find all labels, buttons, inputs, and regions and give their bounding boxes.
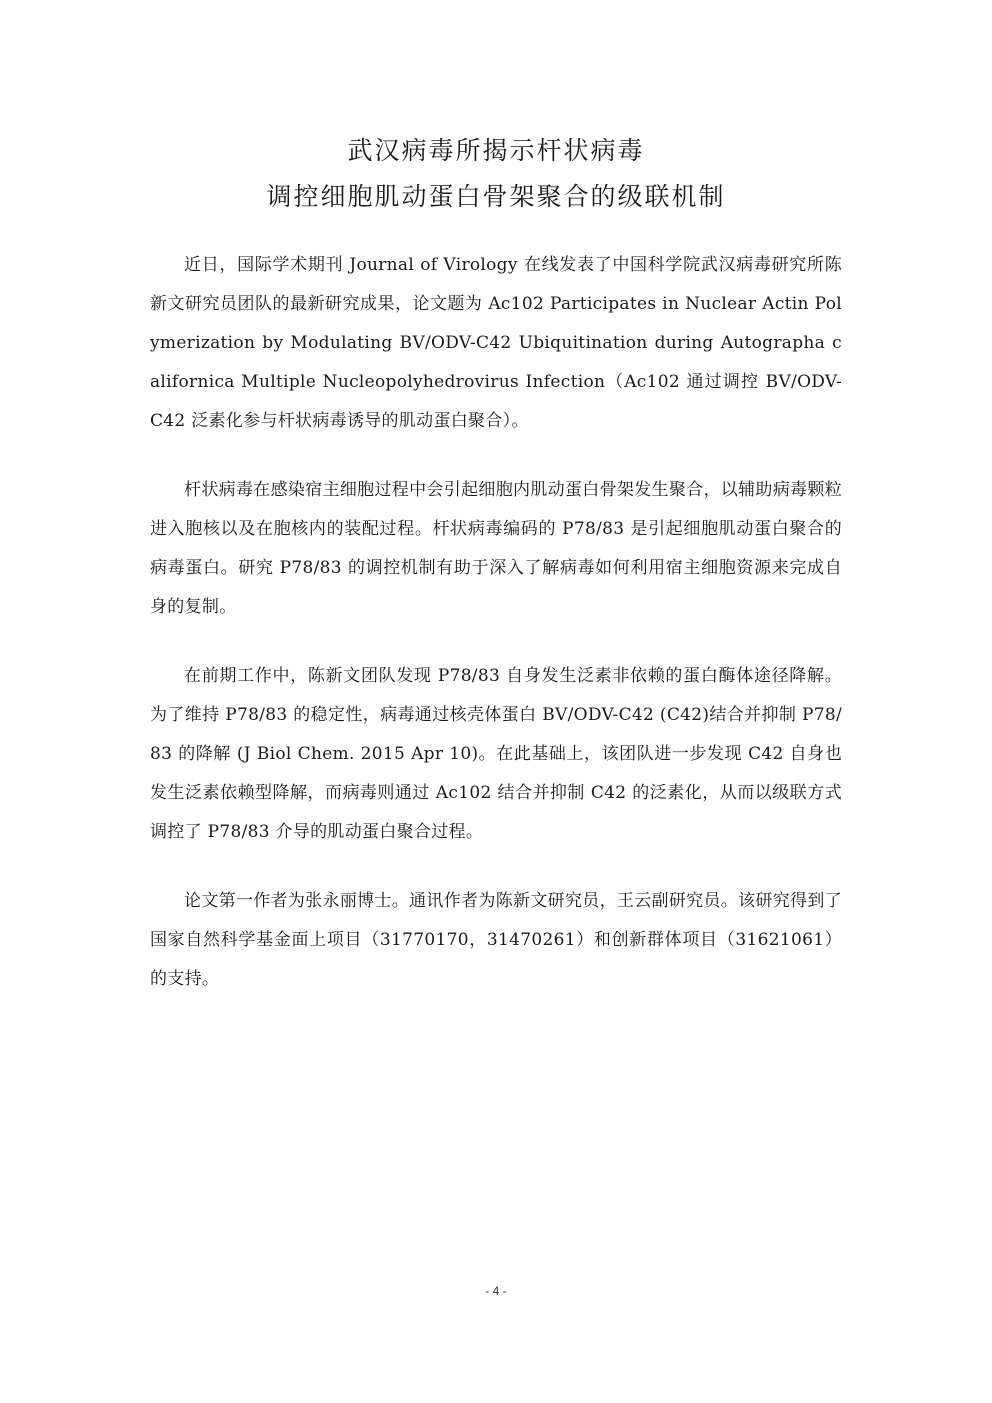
article-title (150, 128, 842, 220)
paragraph-findings: 在前期工作中，陈新文团队发现 P78/83 自身发生泛素非依赖的蛋白酶体途径降解。为了维持 P78/83 的稳定性，病毒通过核壳体蛋白 BV/ODV-C42 (C42)结合并抑制 P78/83 的降解 (J Biol Chem. 2015 Apr 10)。在此基础上，该团队进一步发现 C42 自身也发生泛素依赖型降解，而病毒则通过 Ac102 结合并抑制 C42 的泛素化，从而以级联方式调控了 P78/83 介导的肌动蛋白聚合过程。 (150, 666, 842, 842)
paragraph-authors-funding: 论文第一作者为张永丽博士。通讯作者为陈新文研究员，王云副研究员。该研究得到了国家自然科学基金面上项目（31770170，31470261）和创新群体项目（31621061）的支持。 (150, 891, 842, 989)
page-number: - 4 - (485, 1284, 507, 1298)
article-body (150, 246, 842, 1029)
title-line-2: 调控细胞肌动蛋白骨架聚合的级联机制 (266, 182, 726, 211)
paragraph-background: 杆状病毒在感染宿主细胞过程中会引起细胞内肌动蛋白骨架发生聚合，以辅助病毒颗粒进入胞核以及在胞核内的装配过程。杆状病毒编码的 P78/83 是引起细胞肌动蛋白聚合的病毒蛋白。研究 P78/83 的调控机制有助于深入了解病毒如何利用宿主细胞资源来完成自身的复制。 (150, 480, 842, 617)
paragraph-intro: 近日，国际学术期刊 Journal of Virology 在线发表了中国科学院武汉病毒研究所陈新文研究员团队的最新研究成果，论文题为 Ac102 Participates in Nuclear Actin Polymerization by Modulating BV/ODV-C42 Ubiquitination during Autographa californica Multiple Nucleopolyhedrovirus Infection（Ac102 通过调控 BV/ODV-C42 泛素化参与杆状病毒诱导的肌动蛋白聚合）。 (150, 255, 842, 431)
title-line-1: 武汉病毒所揭示杆状病毒 (347, 136, 645, 165)
